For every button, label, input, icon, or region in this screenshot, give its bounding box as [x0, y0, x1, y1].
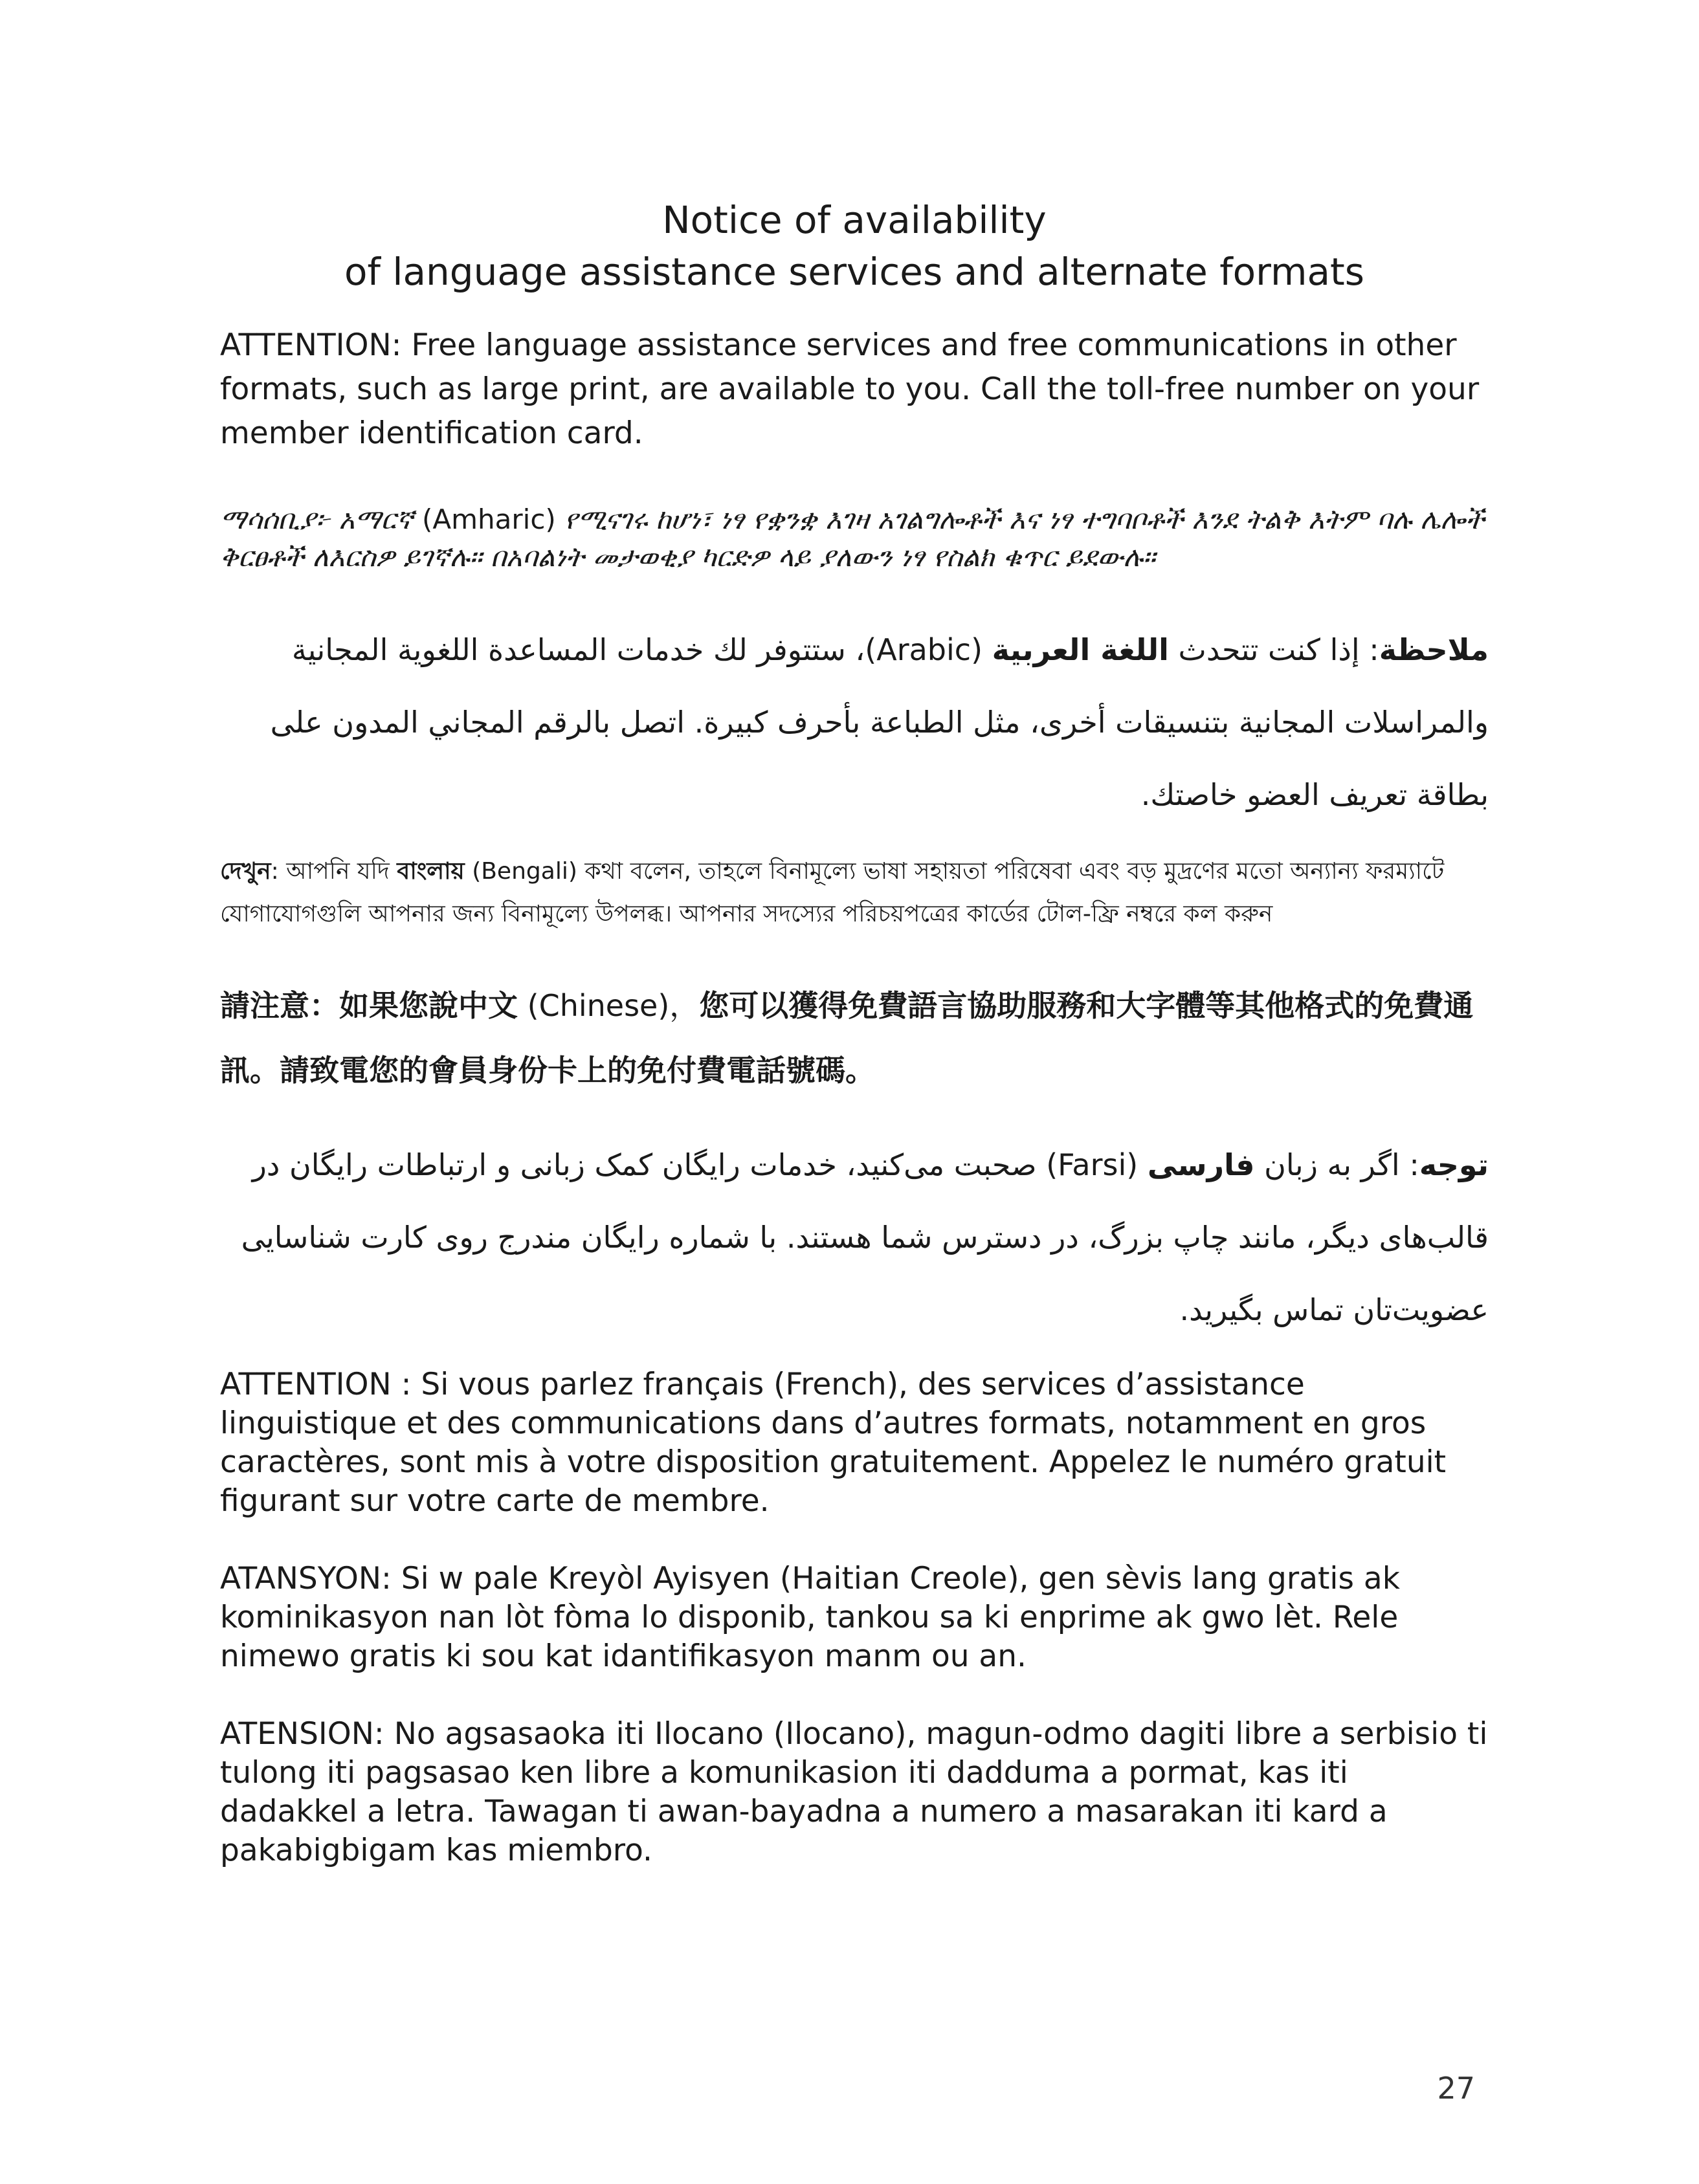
page-number: 27 [1437, 2071, 1475, 2106]
chinese-language-name: (Chinese)， [518, 988, 700, 1023]
notice-amharic [220, 501, 1489, 576]
bengali-body: কথা বলেন, তাহলে বিনামূল্যে ভাষা সহায়তা পরিষেবা এবং বড় মুদ্রণের মতো অন্যান্য ফরম্যাটে যোগাযোগগুলি আপনার জন্য বিনামূল্যে উপলব্ধ। আপনার সদস্যের পরিচয়পত্রের কার্ডের টোল-ফ্রি নম্বরে কল করুন [220, 858, 1445, 927]
notice-haitian-creole: ATANSYON: Si w pale Kreyòl Ayisyen (Haitian Creole), gen sèvis lang gratis ak kominikasyon nan lòt fòma lo disponib, tankou sa ki enprime ak gwo lèt. Rele nimewo gratis ki sou kat idantifikasyon manm ou an. [220, 1561, 1400, 1674]
title-line-2: of language assistance services and alternate formats [344, 250, 1364, 294]
farsi-language-native: فارسی [1147, 1147, 1255, 1182]
amharic-body: የሚናገሩ ከሆነ፣ ነፃ የቋንቋ እገዛ አገልግሎቶች እና ነፃ ተግባቦቶች እንደ ትልቅ እትም ባሉ ሌሎች ቅርፀቶች ለእርስዎ ይገኛሉ። በአባልነት መታወቂያ ካርድዎ ላይ ያለውን ነፃ የስልክ ቁጥር ይደውሉ። [220, 503, 1485, 573]
arabic-intro: : إذا كنت تتحدث [1168, 632, 1379, 667]
amharic-intro: ማሳሰቢያ፦ አማርኛ [220, 503, 423, 535]
notice-french: ATTENTION : Si vous parlez français (French), des services d’assistance linguistique et des communications dans d’autres formats, notamment en gros caractères, sont mis à votre disposition gratuitement. Appelez le numéro gratuit figurant sur votre carte de membre. [220, 1367, 1447, 1519]
farsi-intro: : اگر به زبان [1254, 1147, 1419, 1182]
bengali-language-native: বাংলায় [397, 858, 465, 885]
amharic-language-name: (Amharic) [422, 503, 556, 535]
notice-farsi [220, 1129, 1489, 1346]
bengali-language-name: (Bengali) [464, 858, 585, 885]
farsi-language-name: (Farsi) [1036, 1147, 1148, 1182]
notice-english: ATTENTION: Free language assistance services and free communications in other formats, such as large print, are available to you. Call the toll-free number on your member identification card. [220, 327, 1480, 451]
notice-chinese [220, 973, 1489, 1103]
arabic-label: ملاحظة [1379, 632, 1489, 667]
bengali-label: দেখুন [220, 858, 271, 885]
notice-arabic [220, 613, 1489, 831]
arabic-language-name: (Arabic) [865, 632, 983, 667]
notice-ilocano: ATENSION: No agsasaoka iti Ilocano (Ilocano), magun-odmo dagiti libre a serbisio ti tulong iti pagsasao ken libre a komunikasion iti dadduma a pormat, kas iti dadakkel a letra. Tawagan ti awan-bayadna a numero a masarakan iti kard a pakabigbigam kas miembro. [220, 1716, 1488, 1868]
title-line-1: Notice of availability [662, 198, 1047, 242]
notice-bengali [220, 850, 1489, 936]
bengali-intro: : আপনি যদি [271, 858, 397, 885]
chinese-language-native: 中文 [458, 988, 518, 1023]
chinese-body: 您可以獲得免費語言協助服務和大字體等其他格式的免費通訊。請致電您的會員身份卡上的免付費電話號碼。 [220, 988, 1474, 1088]
notice-page [220, 194, 1489, 1909]
farsi-body: صحبت می‌کنید، خدمات رایگان کمک زبانی و ارتباطات رایگان در قالب‌های دیگر، مانند چاپ بزرگ، در دسترس شما هستند. با شماره رایگان مندرج روی کارت شناسایی عضویت‌تان تماس بگیرید. [241, 1147, 1489, 1327]
arabic-body: ، ستتوفر لك خدمات المساعدة اللغوية المجانية والمراسلات المجانية بتنسيقات أخرى، مثل الطباعة بأحرف كبيرة. اتصل بالرقم المجاني المدون على بطاقة تعريف العضو خاصتك. [270, 632, 1489, 812]
arabic-language-native: اللغة العربية [992, 632, 1169, 667]
chinese-intro: 請注意：如果您說 [220, 988, 458, 1023]
page-title [220, 194, 1489, 298]
farsi-label: توجه [1419, 1147, 1489, 1182]
